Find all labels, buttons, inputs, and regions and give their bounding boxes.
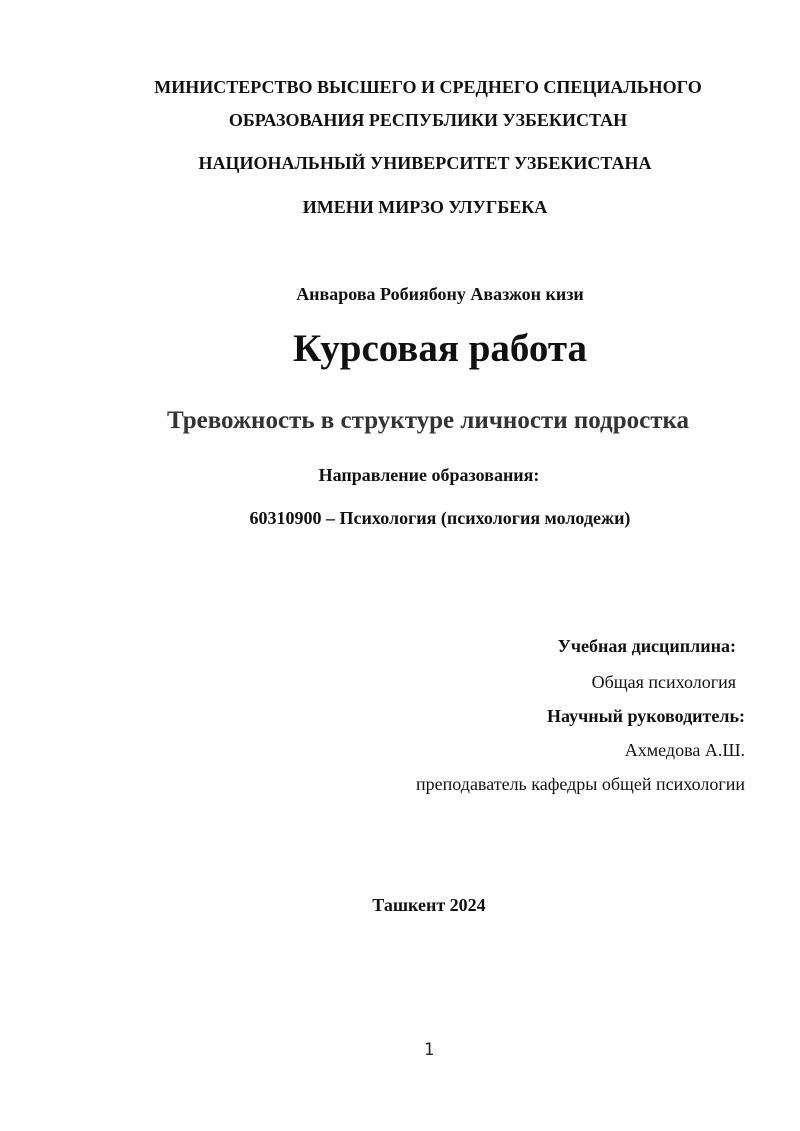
ministry-line-2: ОБРАЗОВАНИЯ РЕСПУБЛИКИ УЗБЕКИСТАН (228, 110, 628, 130)
document-type-title: Курсовая работа (292, 327, 588, 370)
university-line-2: ИМЕНИ МИРЗО УЛУГБЕКА (302, 197, 548, 217)
topic-title: Тревожность в структуре личности подростка (166, 407, 690, 434)
discipline-label: Учебная дисциплина: (557, 636, 736, 656)
ministry-line-1: МИНИСТЕРСТВО ВЫСШЕГО И СРЕДНЕГО СПЕЦИАЛЬНОГО (154, 77, 702, 97)
education-direction-label: Направление образования: (318, 465, 540, 485)
discipline-value: Общая психология (591, 672, 736, 692)
page-number: 1 (423, 1040, 435, 1060)
university-line-1: НАЦИОНАЛЬНЫЙ УНИВЕРСИТЕТ УЗБЕКИСТАНА (198, 153, 652, 173)
author-name: Анварова Робиябону Авазжон кизи (296, 284, 584, 304)
city-year: Ташкент 2024 (372, 895, 486, 915)
supervisor-name: Ахмедова А.Ш. (624, 740, 745, 760)
supervisor-position: преподаватель кафедры общей психологии (416, 774, 745, 794)
supervisor-label: Научный руководитель: (547, 706, 745, 726)
education-direction-value: 60310900 – Психология (психология молодежи) (249, 508, 631, 528)
